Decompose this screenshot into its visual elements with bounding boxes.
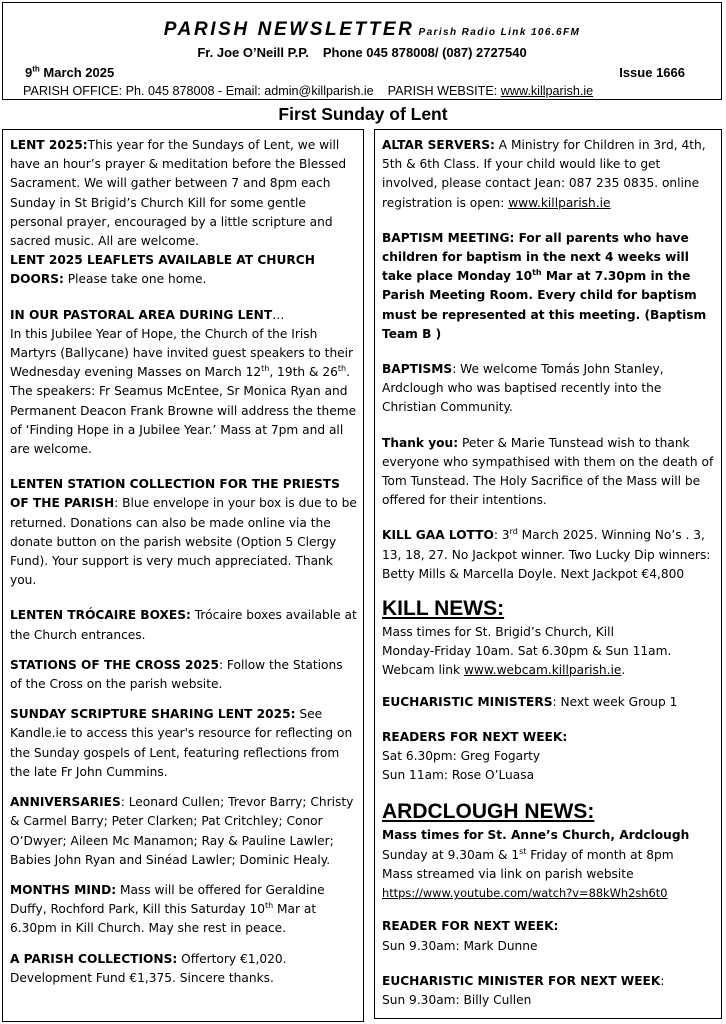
reader-line: Sat 6.30pm: Greg Fogarty	[382, 749, 541, 764]
notice-body: : Leonard Cullen; Trevor Barry; Christy & Carmel Barry; Peter Clarken; Pat Critchley; Conor O’Dwyer; Aileen Mc Manamon; Ray & Pauline Lawler; Babies John Ryan and Sinéad Lawler; Dominic Healy.	[10, 795, 354, 867]
kill-news-heading: KILL NEWS:	[382, 597, 505, 621]
altar-servers-notice	[382, 136, 715, 213]
title-text: PARISH NEWSLETTER	[163, 19, 415, 40]
notice-body: A Ministry for Children in 3rd, 4th, 5th & 6th Class. If your child would like to get involved, please contact Jean: 087 235 0835. online registration is open:	[382, 138, 706, 210]
pastoral-area-notice	[10, 306, 357, 460]
notice-heading: BAPTISM MEETING:	[382, 230, 515, 245]
ardclough-news-heading: ARDCLOUGH NEWS:	[382, 800, 595, 824]
notice-body: : 3	[493, 528, 510, 543]
notice-heading: Mass times for St. Anne’s Church, Ardclough	[382, 828, 690, 843]
notice-body: See Kandle.ie to access this year's resource for reflecting on the Sunday gospels of Lent, featuring reflections from the late Fr John Cummins.	[10, 707, 353, 779]
notice-body: : Blue envelope in your box is due to be returned. Donations can also be made online via the donate button on the parish website (Option 5 Clergy Fund). Your support is very much appreciated. Thank you.	[10, 496, 357, 588]
issue-number: Issue 1666	[619, 65, 685, 80]
notice-body: : We welcome Tomás John Stanley, Ardclough who was baptised recently into the Christian Community.	[382, 362, 664, 415]
notice-body: Mar at 7.30pm in the Parish Meeting Room. Every child for baptism must be represented at this meeting. (Baptism Team B )	[382, 269, 707, 341]
website-link[interactable]: www.killparish.ie	[500, 84, 594, 98]
notice-heading: ANNIVERSARIES	[10, 795, 121, 810]
newsletter-title	[3, 19, 721, 44]
registration-link[interactable]: www.killparish.ie	[508, 195, 611, 210]
notice-heading: LENTEN TRÓCAIRE BOXES:	[10, 608, 191, 623]
months-mind-notice	[10, 881, 357, 939]
minister-line: Sun 9.30am: Billy Cullen	[382, 992, 532, 1007]
leaflets-notice	[10, 251, 357, 289]
page-title: First Sunday of Lent	[278, 104, 448, 124]
notice-heading: SUNDAY SCRIPTURE SHARING LENT 2025:	[10, 707, 296, 722]
ordinal-suffix: th	[532, 268, 542, 278]
reader-line: Sun 11am: Rose O’Luasa	[382, 768, 535, 783]
mass-times-line: Mass times for St. Brigid’s Church, Kill	[382, 625, 614, 640]
reader-notice	[382, 917, 715, 955]
notice-heading: A PARISH COLLECTIONS:	[10, 951, 178, 966]
notice-body: For all parents who have children for baptism in the next 4 weeks will take place Monday 10	[382, 230, 689, 284]
reader-line: Sun 9.30am: Mark Dunne	[382, 938, 538, 953]
notice-heading: EUCHARISTIC MINISTERS	[382, 694, 553, 709]
notice-body: , 19th & 26	[269, 365, 338, 380]
priest-contact	[3, 45, 721, 61]
notice-heading: IN OUR PASTORAL AREA DURING LENT	[10, 307, 273, 322]
scripture-sharing-notice	[10, 705, 357, 782]
notice-body: In this Jubilee Year of Hope, the Church of the Irish Martyrs (Ballycane) have invited guest speakers to their Wednesday evening Masses on March 12	[10, 326, 354, 380]
date-day: 9	[25, 65, 33, 80]
heading-colon: :	[660, 973, 665, 988]
notice-heading: READERS FOR NEXT WEEK:	[382, 729, 568, 744]
radio-link: Parish Radio Link 106.6FM	[418, 27, 581, 38]
notice-heading: LENT 2025 LEAFLETS AVAILABLE AT CHURCH DOORS:	[10, 253, 315, 287]
notice-body: : Follow the Stations of the Cross on the parish website.	[10, 657, 343, 692]
website-label: PARISH WEBSITE:	[387, 84, 498, 98]
eucharistic-ministers-notice	[382, 693, 715, 712]
eucharistic-minister-notice	[382, 972, 715, 1010]
notice-body: Offertory €1,020. Development Fund €1,375. Sincere thanks.	[10, 951, 287, 985]
notice-body: . The speakers: Fr Seamus McEntee, Sr Monica Ryan and Permanent Deacon Frank Browne will address the theme of ‘Finding Hope in a Jubilee Year.’ Mass at 7pm and all are welcome.	[10, 365, 357, 457]
notice-body: This year for the Sundays of Lent, we will have an hour’s prayer & meditation before the Blessed Sacrament. We will gather between 7 and 8pm each Sunday in St Brigid’s Church Kill for some gentle personal prayer, encouraged by a little scripture and sacred music. All are welcome.	[10, 138, 347, 249]
notice-heading: LENTEN STATION COLLECTION FOR THE PRIESTS OF THE PARISH	[10, 477, 340, 511]
notice-heading: READER FOR NEXT WEEK:	[382, 919, 559, 934]
phone-numbers: Phone 045 878008/ (087) 2727540	[322, 45, 527, 60]
trocaire-notice	[10, 606, 357, 644]
notice-heading: Thank you:	[382, 435, 459, 450]
stations-cross-notice	[10, 656, 357, 694]
date-suffix: th	[32, 64, 40, 74]
ordinal-suffix: th	[261, 364, 270, 374]
thank-you-notice	[382, 434, 715, 511]
notice-body: March 2025. Winning No’s . 3, 13, 18, 27. No Jackpot winner. Two Lucky Dip winners: Betty Mills & Marcella Doyle. Next Jackpot €4,800	[382, 528, 711, 581]
notice-body: Mar at 6.30pm in Kill Church. May she rest in peace.	[10, 902, 317, 936]
notice-ellipsis: …	[272, 307, 285, 322]
notice-heading: EUCHARISTIC MINISTER FOR NEXT WEEK	[382, 973, 661, 988]
notice-body: Trócaire boxes available at the Church entrances.	[10, 608, 357, 642]
parish-collections-notice	[10, 950, 357, 988]
station-collection-notice	[10, 475, 357, 590]
mass-times-line: Monday-Friday 10am. Sat 6.30pm & Sun 11am.	[382, 644, 672, 659]
notice-heading: KILL GAA LOTTO	[382, 528, 494, 543]
ordinal-suffix: th	[337, 364, 347, 374]
mass-times-line: Sunday at 9.30am & 1	[382, 847, 520, 862]
notice-heading: LENT 2025:	[10, 138, 88, 152]
mass-times-line: Friday of month at 8pm	[526, 847, 674, 862]
ardclough-mass-times	[382, 826, 715, 903]
notice-body: Please take one home.	[63, 272, 207, 287]
notice-heading: MONTHS MIND:	[10, 882, 117, 897]
anniversaries-notice	[10, 793, 357, 870]
gaa-lotto-notice	[382, 526, 715, 584]
webcam-end: .	[621, 663, 626, 678]
mass-times-line: Mass streamed via link on parish website	[382, 866, 634, 881]
youtube-link[interactable]: https://www.youtube.com/watch?v=88kWh2sh6t0	[382, 886, 668, 901]
readers-notice	[382, 728, 715, 786]
issue-date	[25, 65, 114, 80]
baptism-meeting-notice	[382, 229, 715, 344]
kill-mass-times	[382, 623, 715, 681]
webcam-label: Webcam link	[382, 663, 464, 678]
parish-office	[23, 84, 593, 99]
notice-heading: BAPTISMS	[382, 362, 453, 377]
notice-body: Mass will be offered for Geraldine Duffy, Rochford Park, Kill this Saturday 10	[10, 882, 325, 917]
ordinal-suffix: st	[519, 846, 527, 856]
left-column	[2, 129, 364, 1022]
newsletter-header	[2, 2, 722, 100]
lent-2025-notice	[10, 136, 357, 251]
notice-body: : Next week Group 1	[552, 694, 678, 709]
notice-body: Peter & Marie Tunstead wish to thank everyone who sympathised with them on the death of Tom Tunstead. The Holy Sacrifice of the Mass will be offered for their intentions.	[382, 435, 714, 508]
date-rest: March 2025	[39, 65, 115, 80]
priest-name: Fr. Joe O’Neill P.P.	[197, 45, 309, 60]
office-contact: PARISH OFFICE: Ph. 045 878008 - Email: admin@killparish.ie	[23, 84, 374, 98]
ordinal-suffix: rd	[509, 527, 518, 537]
right-column	[374, 129, 722, 1019]
webcam-link[interactable]: www.webcam.killparish.ie	[463, 663, 622, 678]
notice-heading: ALTAR SERVERS:	[382, 138, 495, 152]
notice-heading: STATIONS OF THE CROSS 2025	[10, 657, 219, 672]
baptisms-notice	[382, 360, 715, 418]
ordinal-suffix: th	[264, 901, 274, 911]
